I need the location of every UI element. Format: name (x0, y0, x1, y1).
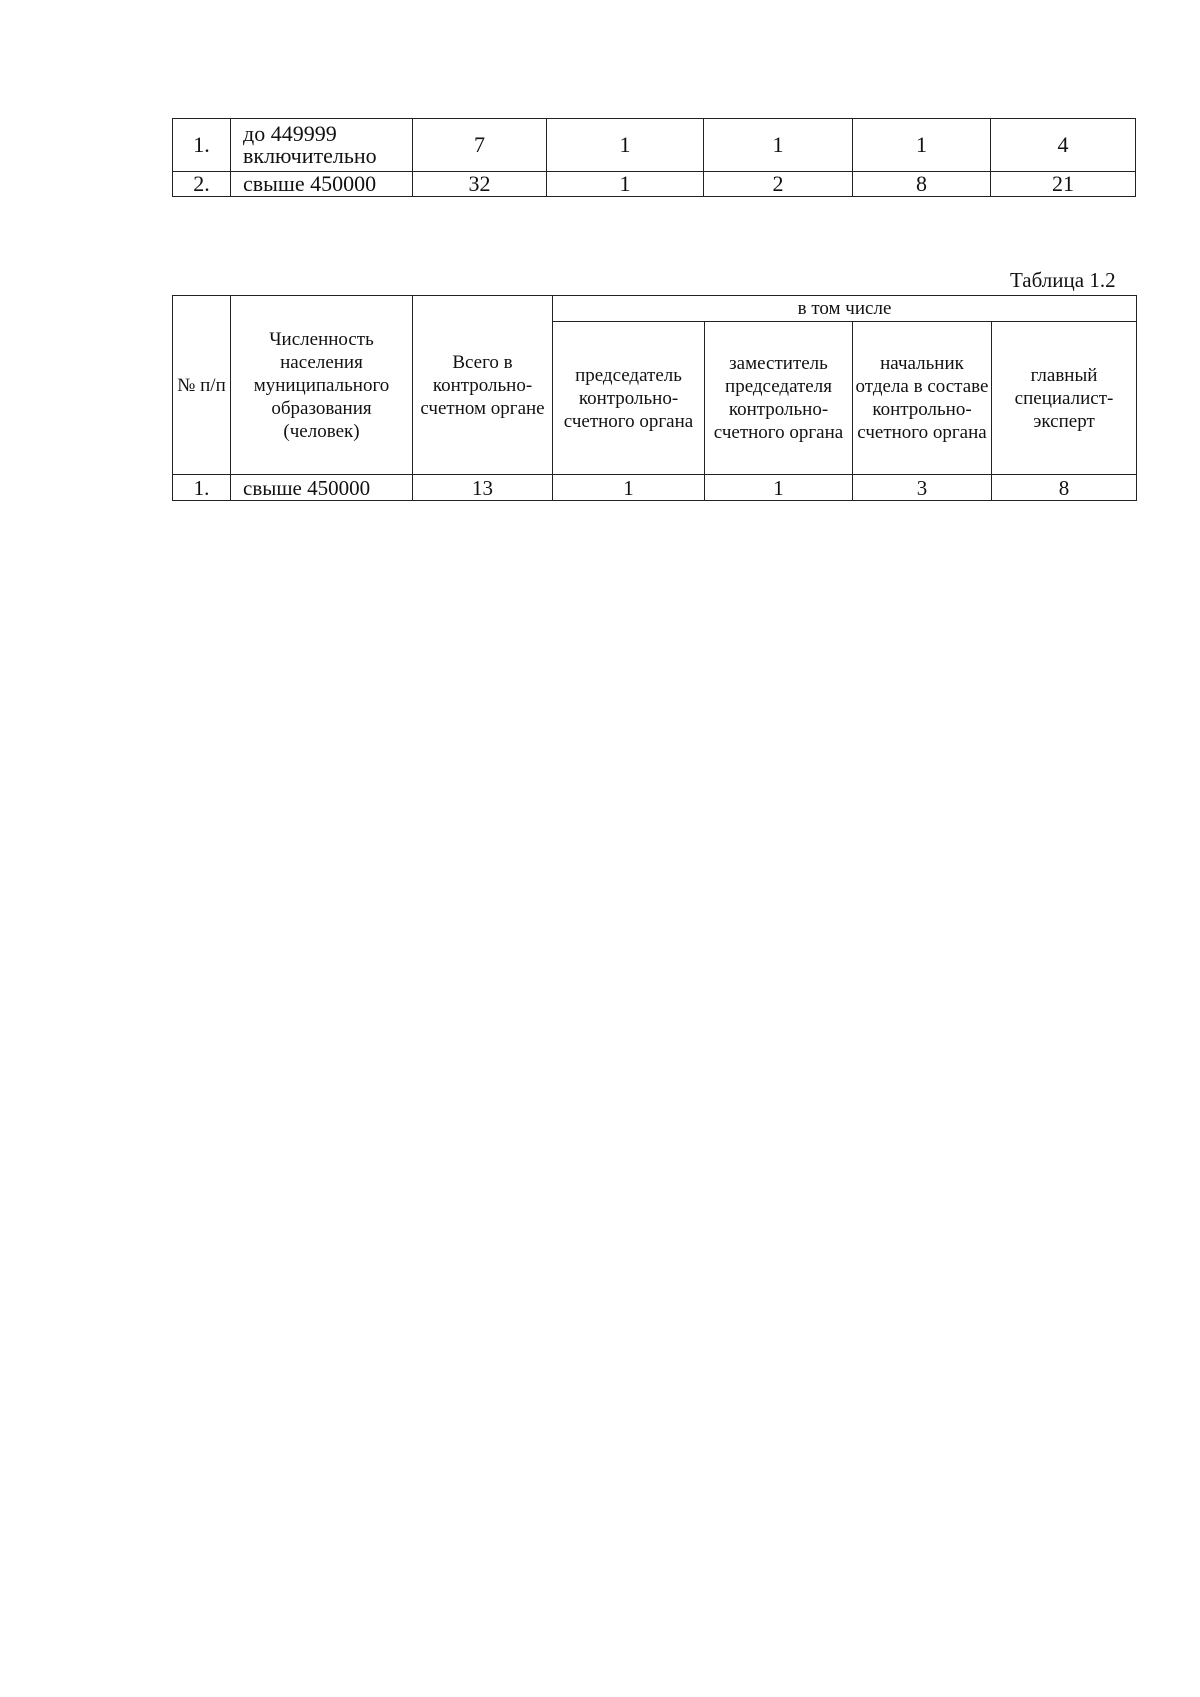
header-population: Численность населения муниципального образования (человек) (231, 296, 413, 475)
specialist-cell: 8 (992, 475, 1137, 501)
head-cell: 8 (853, 172, 991, 197)
head-cell: 3 (853, 475, 992, 501)
header-chairman: председатель контрольно-счетного органа (553, 322, 705, 475)
total-cell: 13 (413, 475, 553, 501)
deputy-cell: 2 (704, 172, 853, 197)
table-row (173, 475, 1137, 501)
header-head: начальник отдела в составе контрольно-счетного органа (853, 322, 992, 475)
population-cell: свыше 450000 (231, 475, 413, 501)
deputy-cell: 1 (704, 119, 853, 172)
population-cell: свыше 450000 (231, 172, 413, 197)
header-group: в том числе (553, 296, 1137, 322)
specialist-cell: 21 (991, 172, 1136, 197)
total-cell: 7 (413, 119, 547, 172)
specialist-cell: 4 (991, 119, 1136, 172)
row-number: 1. (173, 119, 231, 172)
population-cell: до 449999 включительно (231, 119, 413, 172)
chairman-cell: 1 (547, 172, 704, 197)
table-caption: Таблица 1.2 (1010, 268, 1116, 292)
row-number: 1. (173, 475, 231, 501)
chairman-cell: 1 (547, 119, 704, 172)
deputy-cell: 1 (705, 475, 853, 501)
header-total: Всего в контрольно-счетном органе (413, 296, 553, 475)
header-specialist: главный специалист-эксперт (992, 322, 1137, 475)
chairman-cell: 1 (553, 475, 705, 501)
table-row (173, 119, 1136, 172)
row-number: 2. (173, 172, 231, 197)
table-row (173, 172, 1136, 197)
header-deputy: заместитель председателя контрольно-счетного органа (705, 322, 853, 475)
staffing-table-1-2 (172, 295, 1137, 501)
head-cell: 1 (853, 119, 991, 172)
total-cell: 32 (413, 172, 547, 197)
header-num: № п/п (173, 296, 231, 475)
header-row (173, 296, 1137, 322)
staffing-table-1-1 (172, 118, 1136, 197)
